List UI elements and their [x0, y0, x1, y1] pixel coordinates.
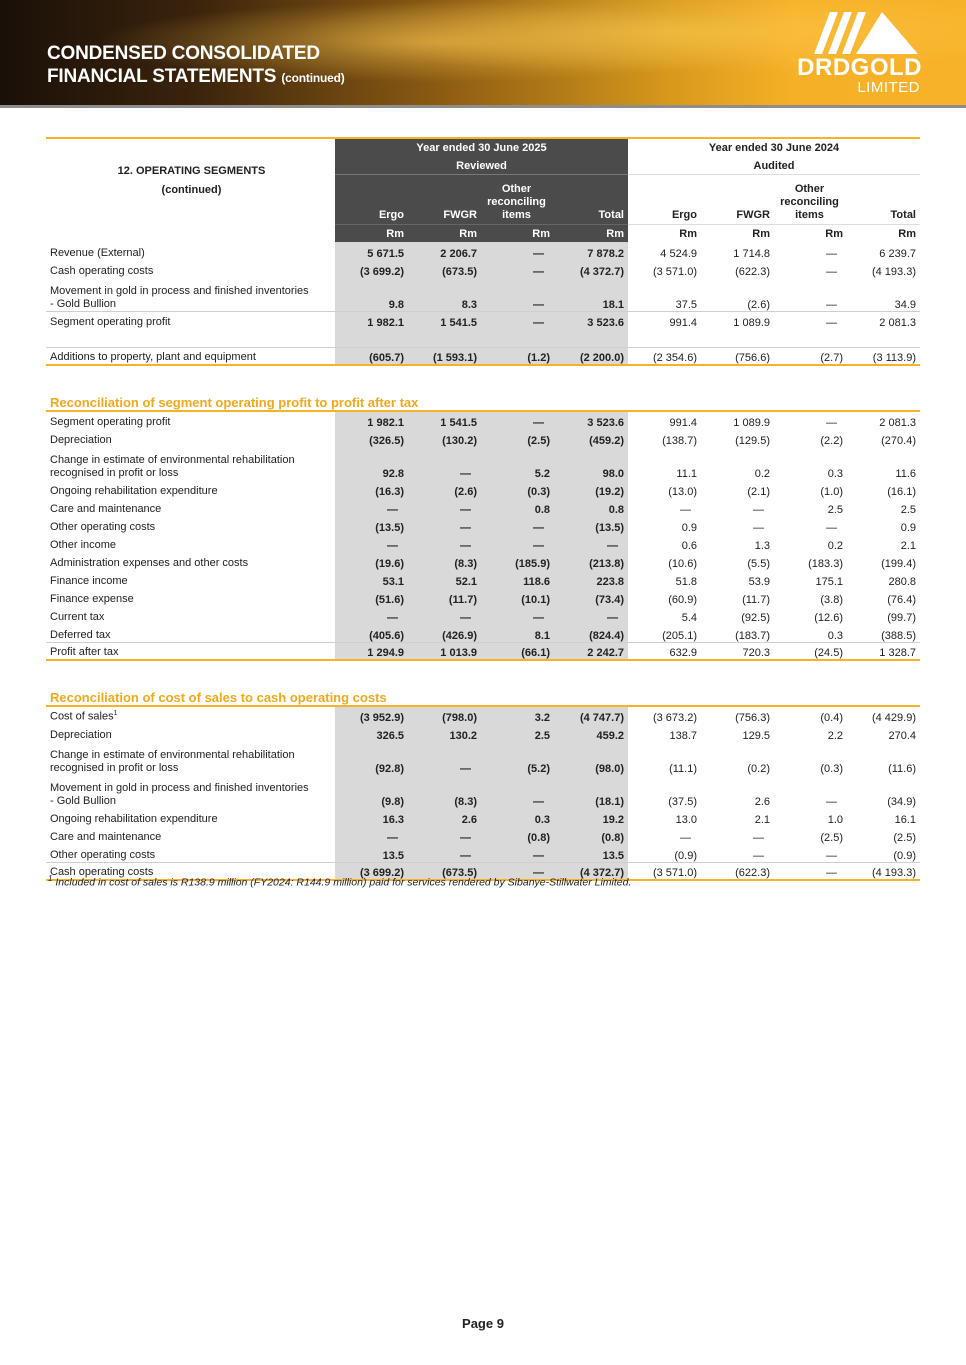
- cell-value: 11.1: [676, 468, 697, 480]
- row-label: Movement in gold in process and finished inventories - Gold Bullion: [50, 284, 309, 310]
- cell-value: (11.7): [408, 588, 481, 606]
- table-row: [46, 642, 920, 660]
- row-label: Administration expenses and other costs: [50, 557, 249, 569]
- cell-value: 138.7: [669, 730, 697, 742]
- unit-header: Rm: [408, 224, 481, 242]
- cell-value: (2.7): [774, 347, 847, 365]
- cell-value: (13.5): [554, 516, 628, 534]
- cell-value: (205.1): [662, 629, 697, 642]
- cell-value: (405.6): [335, 624, 408, 642]
- cell-value: —: [826, 266, 837, 278]
- cell-value: 0.2: [754, 468, 770, 480]
- cell-value: —: [481, 242, 554, 260]
- cell-value: —: [774, 862, 847, 880]
- cell-value: (4 372.7): [554, 260, 628, 278]
- cell-value: (76.4): [887, 594, 916, 606]
- cell-value: 3 523.6: [554, 411, 628, 429]
- cell-value: (4 429.9): [871, 712, 916, 724]
- row-label: Other operating costs: [50, 848, 156, 861]
- table-row: [46, 411, 920, 429]
- column-header: FWGR: [736, 208, 770, 221]
- cell-value: —: [753, 522, 764, 534]
- cell-value: 175.1: [815, 576, 843, 588]
- block-title: Reconciliation of segment operating profit to profit after tax: [46, 393, 920, 411]
- row-label: Deferred tax: [50, 628, 111, 641]
- cell-value: (1 593.1): [408, 347, 481, 365]
- cell-value: (426.9): [408, 624, 481, 642]
- cell-value: —: [753, 504, 764, 516]
- cell-value: —: [481, 534, 554, 552]
- table-row: [46, 724, 920, 742]
- cell-value: (605.7): [335, 347, 408, 365]
- cell-value: (3 952.9): [335, 706, 408, 724]
- cell-value: 0.9: [681, 522, 697, 534]
- cell-value: (10.6): [668, 558, 697, 570]
- row-label: Other operating costs: [50, 521, 156, 533]
- row-label: Segment operating profit: [50, 416, 171, 428]
- cell-value: (16.3): [335, 480, 408, 498]
- cell-value: (37.5): [668, 796, 697, 808]
- cell-value: (24.5): [774, 642, 847, 660]
- footnote: [48, 874, 631, 889]
- cell-value: (60.9): [668, 594, 697, 606]
- cell-value: (8.3): [408, 775, 481, 808]
- column-header: Other reconciling items: [481, 174, 554, 224]
- cell-value: 223.8: [554, 570, 628, 588]
- cell-value: 1 013.9: [408, 642, 481, 660]
- cell-value: (13.0): [668, 486, 697, 498]
- cell-value: (16.1): [887, 486, 916, 498]
- table-row: [46, 706, 920, 724]
- cell-value: 19.2: [554, 808, 628, 826]
- table-row: [46, 516, 920, 534]
- cell-value: (183.7): [735, 629, 770, 642]
- cell-value: 9.8: [335, 278, 408, 311]
- period-2024-status: Audited: [628, 156, 920, 174]
- cell-value: 0.3: [827, 629, 843, 642]
- row-label: Current tax: [50, 611, 105, 623]
- logo-subtitle: LIMITED: [857, 79, 920, 96]
- unit-header: Rm: [481, 224, 554, 242]
- row-label: Revenue (External): [50, 247, 145, 259]
- row-label: Depreciation: [50, 434, 112, 446]
- table-row: [46, 278, 920, 311]
- cell-value: 3 523.6: [554, 311, 628, 329]
- section-title: 12. OPERATING SEGMENTS (continued): [46, 138, 335, 224]
- cell-value: 51.8: [675, 576, 697, 588]
- cell-value: (5.2): [481, 742, 554, 775]
- cell-value: 7 878.2: [554, 242, 628, 260]
- table-row: [46, 808, 920, 826]
- cell-value: 2 206.7: [408, 242, 481, 260]
- cell-value: —: [680, 832, 691, 844]
- cell-value: 0.8: [554, 498, 628, 516]
- cell-value: 6 239.7: [879, 248, 916, 260]
- cell-value: 2.5: [900, 504, 916, 516]
- column-header: Ergo: [671, 208, 697, 221]
- cell-value: —: [408, 516, 481, 534]
- cell-value: 13.5: [335, 844, 408, 862]
- cell-value: (3 673.2): [652, 712, 697, 724]
- cell-value: —: [774, 311, 847, 329]
- row-label: Ongoing rehabilitation expenditure: [50, 485, 218, 497]
- cell-value: 720.3: [701, 642, 774, 660]
- cell-value: (3 699.2): [335, 260, 408, 278]
- table-row: [46, 624, 920, 642]
- cell-value: 130.2: [408, 724, 481, 742]
- cell-value: 1 982.1: [335, 411, 408, 429]
- cell-value: (0.3): [820, 763, 843, 775]
- row-label: Finance income: [50, 575, 128, 587]
- cell-value: (1.0): [820, 486, 843, 498]
- cell-value: (11.6): [888, 763, 916, 775]
- cell-value: (0.4): [820, 712, 843, 724]
- cell-value: 0.3: [481, 808, 554, 826]
- row-label: Care and maintenance: [50, 503, 162, 515]
- cell-value: —: [481, 411, 554, 429]
- cell-value: —: [408, 844, 481, 862]
- cell-value: 2.2: [827, 730, 843, 742]
- cell-value: (1.2): [481, 347, 554, 365]
- table-row: [46, 742, 920, 775]
- page-number: Page 9: [462, 1316, 504, 1331]
- cell-value: (2.5): [820, 832, 843, 844]
- cell-value: —: [753, 832, 764, 844]
- cell-value: —: [408, 498, 481, 516]
- cell-value: 13.5: [554, 844, 628, 862]
- column-header: Total: [554, 174, 628, 224]
- cell-value: 2.1: [900, 540, 916, 552]
- cell-value: (5.5): [747, 558, 770, 570]
- cell-value: (3 113.9): [847, 347, 920, 365]
- footnote-marker: 1: [48, 874, 53, 883]
- cell-value: —: [408, 606, 481, 624]
- cell-value: (2.5): [893, 832, 916, 844]
- cell-value: (199.4): [881, 558, 916, 570]
- cell-value: 0.3: [827, 468, 843, 480]
- cell-value: —: [753, 849, 764, 862]
- column-header: Total: [890, 208, 916, 221]
- period-2024-label: Year ended 30 June 2024: [628, 138, 920, 156]
- block-title: Reconciliation of cost of sales to cash operating costs: [46, 688, 920, 706]
- unit-header: Rm: [774, 224, 847, 242]
- document-title: [47, 42, 345, 90]
- cell-value: (4 372.7): [554, 862, 628, 880]
- row-label: Cost of sales$^1$: [50, 710, 118, 723]
- cell-value: (3.8): [820, 594, 843, 606]
- period-2025-status: Reviewed: [335, 156, 628, 174]
- cell-value: 4 524.9: [660, 248, 697, 260]
- cell-value: (92.5): [741, 612, 770, 624]
- row-label: Profit after tax: [46, 642, 335, 660]
- cell-value: —: [826, 522, 837, 534]
- cell-value: (756.3): [735, 712, 770, 724]
- cell-value: (130.2): [408, 429, 481, 447]
- cell-value: —: [481, 862, 554, 880]
- cell-value: 1 982.1: [335, 311, 408, 329]
- cell-value: (3 699.2): [335, 862, 408, 880]
- cell-value: (34.9): [887, 796, 916, 808]
- table-row: [46, 329, 920, 347]
- cell-value: (99.7): [887, 612, 916, 624]
- cell-value: (2.2): [820, 435, 843, 447]
- table-row: [46, 429, 920, 447]
- cell-value: (0.9): [893, 849, 916, 862]
- cell-value: (824.4): [554, 624, 628, 642]
- title-line-1: CONDENSED CONSOLIDATED: [47, 43, 320, 64]
- row-label: Segment operating profit: [46, 311, 335, 329]
- cell-value: (213.8): [554, 552, 628, 570]
- cell-value: —: [481, 844, 554, 862]
- cell-value: (12.6): [814, 612, 843, 624]
- header-banner: [0, 0, 966, 108]
- cell-value: —: [335, 534, 408, 552]
- cell-value: (13.5): [335, 516, 408, 534]
- row-label: Cash operating costs: [50, 265, 154, 277]
- cell-value: (51.6): [335, 588, 408, 606]
- cell-value: (18.1): [554, 775, 628, 808]
- cell-value: 16.3: [335, 808, 408, 826]
- cell-value: —: [335, 826, 408, 844]
- cell-value: —: [826, 796, 837, 808]
- cell-value: 1 328.7: [847, 642, 920, 660]
- cell-value: (326.5): [335, 429, 408, 447]
- cell-value: (0.3): [481, 480, 554, 498]
- table-row: [46, 826, 920, 844]
- unit-header: Rm: [701, 224, 774, 242]
- table-row: [46, 606, 920, 624]
- cell-value: (388.5): [881, 629, 916, 642]
- cell-value: —: [408, 534, 481, 552]
- cell-value: (0.8): [481, 826, 554, 844]
- cell-value: (129.5): [735, 435, 770, 447]
- cell-value: (66.1): [481, 642, 554, 660]
- cell-value: 326.5: [335, 724, 408, 742]
- cell-value: 11.6: [895, 468, 916, 480]
- cell-value: (3 571.0): [652, 266, 697, 278]
- cell-value: (0.8): [554, 826, 628, 844]
- cell-value: —: [826, 248, 837, 260]
- cell-value: (4 193.3): [871, 266, 916, 278]
- cell-value: —: [408, 742, 481, 775]
- cell-value: 991.4: [628, 311, 701, 329]
- cell-value: (270.4): [881, 435, 916, 447]
- table-row: [46, 588, 920, 606]
- cell-value: (798.0): [408, 706, 481, 724]
- operating-segments-table: [46, 137, 920, 881]
- cell-value: 52.1: [408, 570, 481, 588]
- cell-value: 53.1: [335, 570, 408, 588]
- cell-value: 5.4: [681, 612, 697, 624]
- cell-value: (11.1): [669, 763, 697, 775]
- cell-value: 1 541.5: [408, 311, 481, 329]
- cell-value: 1 714.8: [733, 248, 770, 260]
- cell-value: 3.2: [481, 706, 554, 724]
- cell-value: 2.5: [481, 724, 554, 742]
- cell-value: 53.9: [748, 576, 770, 588]
- cell-value: (8.3): [408, 552, 481, 570]
- cell-value: 37.5: [675, 298, 697, 311]
- cell-value: (0.9): [674, 849, 697, 862]
- cell-value: —: [826, 298, 837, 311]
- cell-value: (19.2): [554, 480, 628, 498]
- cell-value: 0.8: [481, 498, 554, 516]
- cell-value: (4 193.3): [847, 862, 920, 880]
- cell-value: 1.0: [827, 814, 843, 826]
- cell-value: —: [335, 498, 408, 516]
- cell-value: 0.2: [827, 540, 843, 552]
- cell-value: (92.8): [335, 742, 408, 775]
- table-row: [46, 447, 920, 480]
- cell-value: 2 081.3: [847, 311, 920, 329]
- logo-name: DRDGOLD: [797, 54, 922, 81]
- table-row: [46, 775, 920, 808]
- cell-value: 2 081.3: [879, 417, 916, 429]
- cell-value: (4 747.7): [554, 706, 628, 724]
- cell-value: (756.6): [701, 347, 774, 365]
- table-row: [46, 347, 920, 365]
- table-row: [46, 498, 920, 516]
- cell-value: (622.3): [701, 862, 774, 880]
- cell-value: —: [481, 260, 554, 278]
- cell-value: 632.9: [628, 642, 701, 660]
- cell-value: 1 541.5: [408, 411, 481, 429]
- cell-value: 459.2: [554, 724, 628, 742]
- cell-value: (19.6): [335, 552, 408, 570]
- cell-value: 129.5: [742, 730, 770, 742]
- footnote-text: Included in cost of sales is R138.9 million (FY2024: R144.9 million) paid for services rendered by Sibanye-Stillwater Limited.: [55, 876, 632, 889]
- cell-value: 5.2: [481, 447, 554, 480]
- cell-value: 5 671.5: [335, 242, 408, 260]
- cell-value: 0.9: [900, 522, 916, 534]
- cell-value: 13.0: [675, 814, 697, 826]
- cell-value: 118.6: [481, 570, 554, 588]
- cell-value: —: [481, 516, 554, 534]
- cell-value: (673.5): [408, 862, 481, 880]
- cell-value: 1 089.9: [733, 417, 770, 429]
- title-suffix: (continued): [281, 71, 345, 85]
- cell-value: 0.6: [681, 540, 697, 552]
- cell-value: 1 294.9: [335, 642, 408, 660]
- cell-value: —: [554, 534, 628, 552]
- cell-value: —: [826, 849, 837, 862]
- cell-value: 2.6: [408, 808, 481, 826]
- cell-value: —: [481, 311, 554, 329]
- cell-value: —: [408, 826, 481, 844]
- footnote-ref: 1: [113, 710, 118, 718]
- drdgold-logo: [762, 12, 922, 98]
- column-header: Other reconciling items: [780, 182, 839, 221]
- cell-value: (183.3): [808, 558, 843, 570]
- row-label: Depreciation: [50, 729, 112, 741]
- mountain-logo-icon: [814, 12, 918, 54]
- cell-value: (459.2): [554, 429, 628, 447]
- cell-value: —: [481, 606, 554, 624]
- cell-value: 2.1: [754, 814, 770, 826]
- row-label: Change in estimate of environmental rehabilitation recognised in profit or loss: [50, 454, 295, 479]
- cell-value: (2 354.6): [628, 347, 701, 365]
- period-2025-label: Year ended 30 June 2025: [335, 138, 628, 156]
- cell-value: 1.3: [754, 540, 770, 552]
- cell-value: (2.6): [408, 480, 481, 498]
- cell-value: (11.7): [742, 594, 770, 606]
- cell-value: (185.9): [481, 552, 554, 570]
- cell-value: 2.6: [754, 796, 770, 808]
- column-header: Ergo: [335, 174, 408, 224]
- cell-value: (2.6): [747, 298, 770, 311]
- cell-value: —: [481, 775, 554, 808]
- cell-value: 8.3: [408, 278, 481, 311]
- cell-value: —: [680, 504, 691, 516]
- row-label: Care and maintenance: [50, 831, 162, 843]
- cell-value: 16.1: [894, 814, 916, 826]
- cell-value: (0.2): [747, 763, 770, 775]
- table-row: [46, 242, 920, 260]
- column-header: FWGR: [408, 174, 481, 224]
- cell-value: —: [335, 606, 408, 624]
- cell-value: 92.8: [335, 447, 408, 480]
- cell-value: (9.8): [335, 775, 408, 808]
- cell-value: (98.0): [554, 742, 628, 775]
- cell-value: —: [826, 417, 837, 429]
- row-label: Movement in gold in process and finished inventories - Gold Bullion: [50, 782, 309, 807]
- unit-header: Rm: [847, 224, 920, 242]
- table-row: [46, 260, 920, 278]
- cell-value: —: [481, 278, 554, 311]
- unit-header: Rm: [628, 224, 701, 242]
- cell-value: 8.1: [481, 624, 554, 642]
- row-label: Finance expense: [50, 593, 134, 605]
- row-label: Additions to property, plant and equipment: [46, 347, 335, 365]
- row-label: Other income: [50, 539, 117, 551]
- row-label: Ongoing rehabilitation expenditure: [50, 813, 218, 825]
- cell-value: —: [408, 447, 481, 480]
- cell-value: 18.1: [554, 278, 628, 311]
- table-row: [46, 570, 920, 588]
- cell-value: (622.3): [735, 266, 770, 278]
- row-label: Change in estimate of environmental rehabilitation recognised in profit or loss: [50, 749, 295, 774]
- cell-value: 1 089.9: [701, 311, 774, 329]
- unit-header: Rm: [335, 224, 408, 242]
- cell-value: (2.5): [481, 429, 554, 447]
- table-row: [46, 534, 920, 552]
- cell-value: 270.4: [888, 730, 916, 742]
- cell-value: —: [554, 606, 628, 624]
- title-line-2: FINANCIAL STATEMENTS: [47, 66, 277, 87]
- cell-value: 34.9: [894, 298, 916, 311]
- cell-value: (3 571.0): [628, 862, 701, 880]
- table-row: [46, 311, 920, 329]
- cell-value: (673.5): [408, 260, 481, 278]
- cell-value: 280.8: [888, 576, 916, 588]
- cell-value: (73.4): [554, 588, 628, 606]
- row-label: Cash operating costs: [46, 862, 335, 880]
- cell-value: 2 242.7: [554, 642, 628, 660]
- cell-value: 2.5: [827, 504, 843, 516]
- cell-value: (10.1): [481, 588, 554, 606]
- unit-header: Rm: [554, 224, 628, 242]
- table-row: [46, 844, 920, 862]
- table-row: [46, 552, 920, 570]
- cell-value: 98.0: [554, 447, 628, 480]
- cell-value: 991.4: [669, 417, 697, 429]
- cell-value: (2 200.0): [554, 347, 628, 365]
- table-row: [46, 480, 920, 498]
- cell-value: (2.1): [747, 486, 770, 498]
- cell-value: (138.7): [662, 435, 697, 447]
